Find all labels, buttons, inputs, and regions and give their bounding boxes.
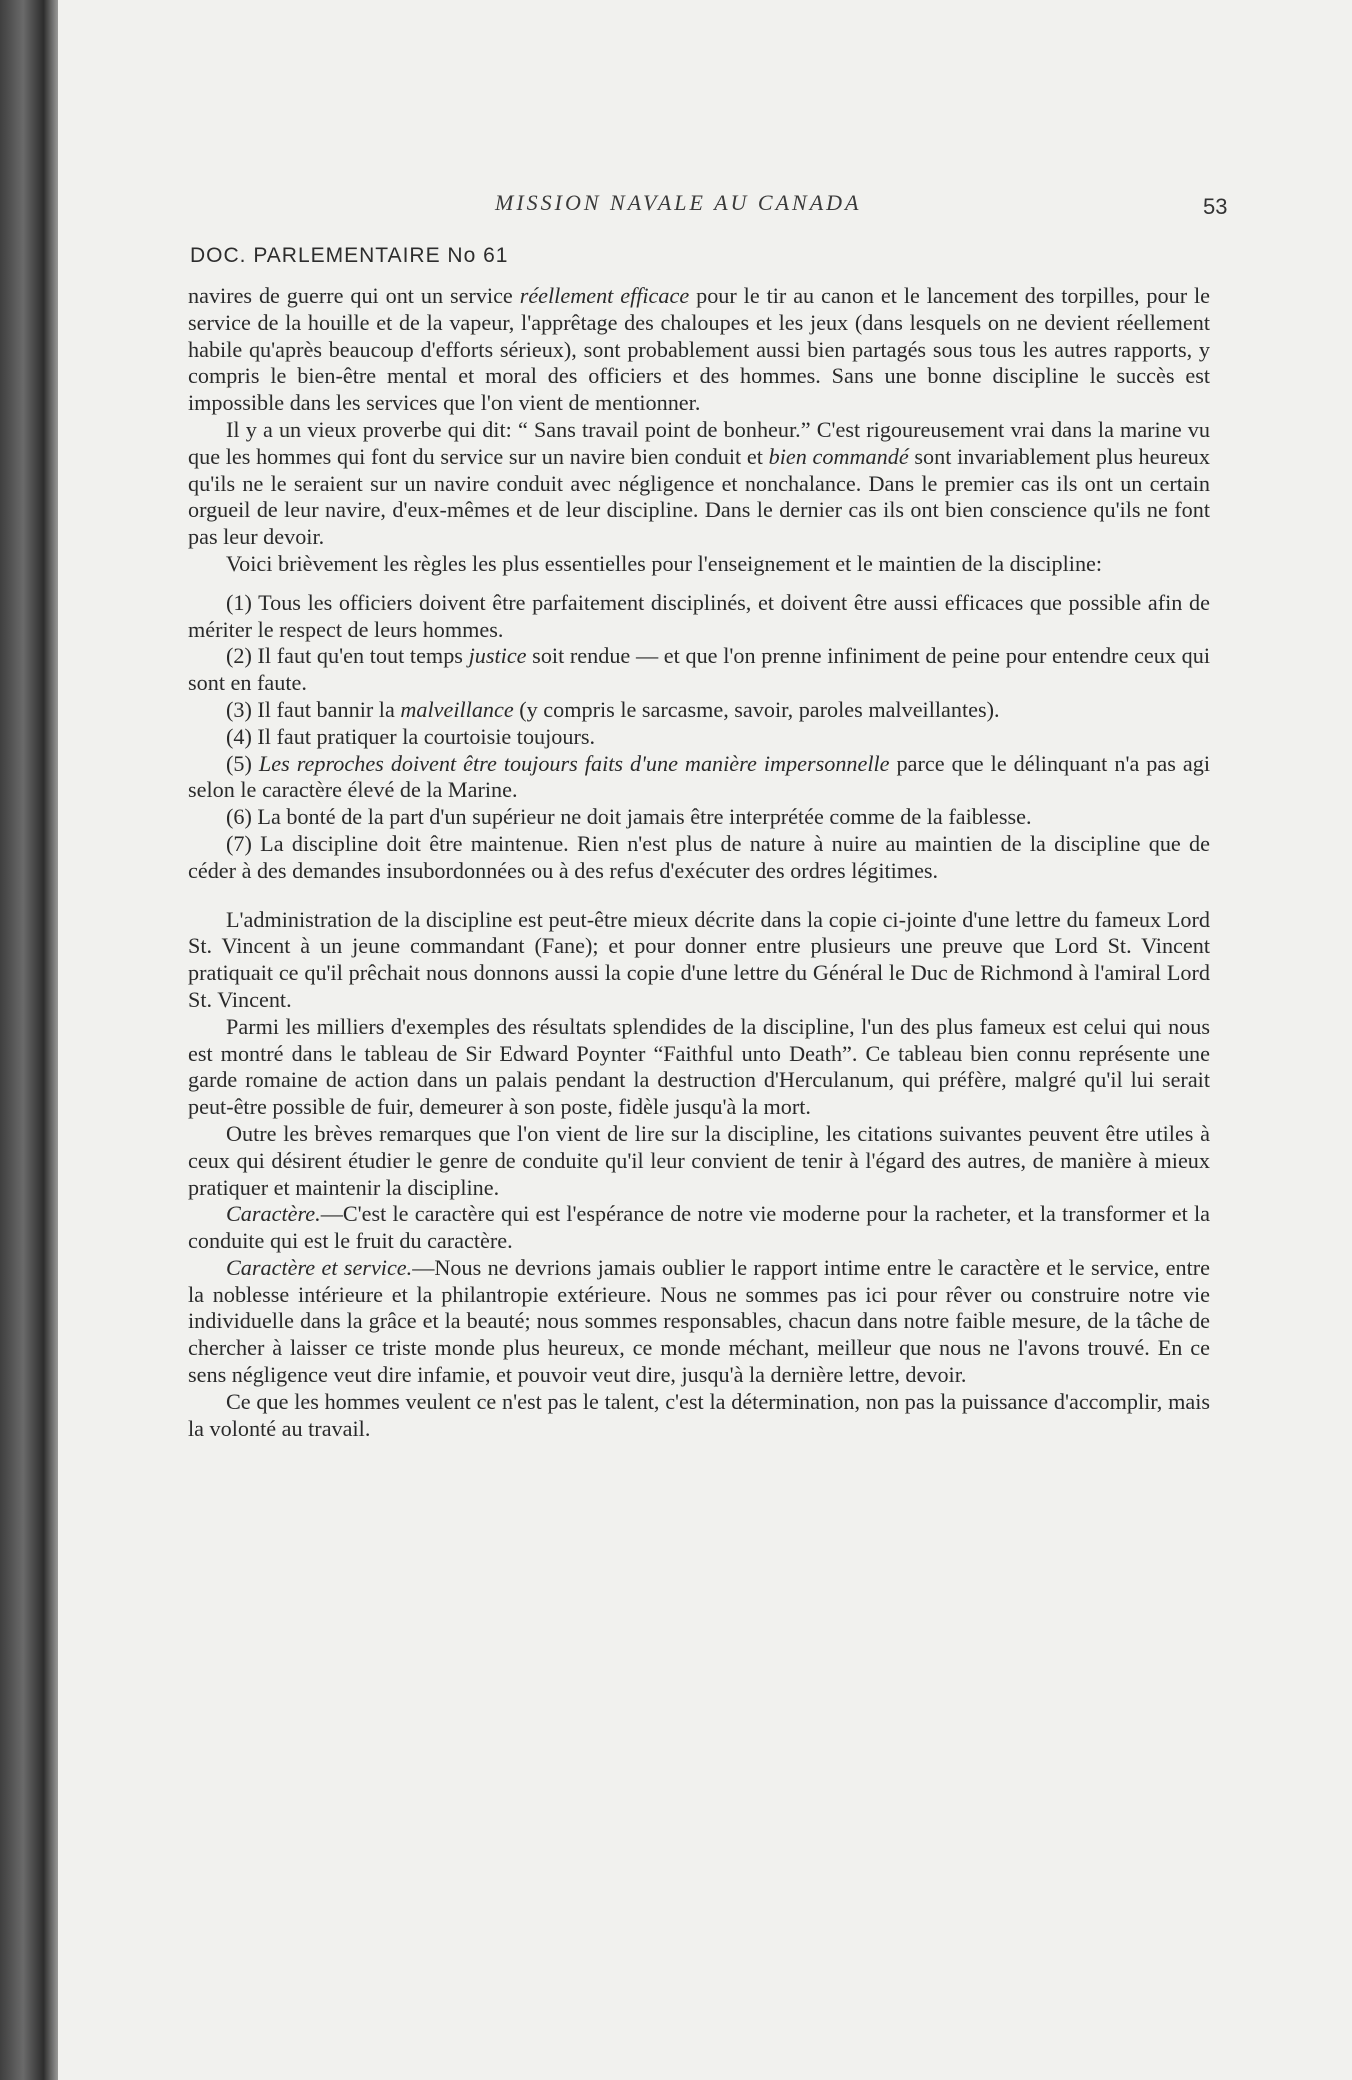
list-item: (7) La discipline doit être maintenue. Rien n'est plus de nature à nuire au maintien de la discipline que de céder à des demandes insubordonnées ou à des refus d'exécuter des ordres légitimes. (188, 830, 1210, 883)
list-item: (3) Il faut bannir la malveillance (y compris le sarcasme, savoir, paroles malveillantes). (226, 696, 1000, 722)
running-head: MISSION NAVALE AU CANADA (495, 190, 862, 215)
list-item: (5) Les reproches doivent être toujours faits d'une manière impersonnelle parce que le délinquant n'a pas agi selon le caractère élevé de la Marine. (188, 750, 1210, 803)
book-spine (0, 0, 58, 2080)
paragraph: Il y a un vieux proverbe qui dit: “ Sans travail point de bonheur.” C'est rigoureusement vrai dans la marine vu que les hommes qui font du service sur un navire bien conduit et bien commandé sont invariablement plus heureux qu'ils ne le seraient sur un navire conduit avec négligence et nonchalance. Dans le premier cas ils ont un certain orgueil de leur navire, d'eux-mêmes et de leur discipline. Dans le dernier cas ils ont bien conscience qu'ils ne font pas leur devoir. (188, 416, 1210, 550)
discipline-rules-list (188, 590, 1210, 885)
document-reference: DOC. PARLEMENTAIRE No 61 (190, 244, 509, 267)
list-item: (6) La bonté de la part d'un supérieur ne doit jamais être interprétée comme de la faiblesse. (226, 804, 1032, 830)
page-number: 53 (1203, 194, 1228, 219)
paragraph: Caractère et service.—Nous ne devrions jamais oublier le rapport intime entre le caractère et le service, entre la noblesse intérieure et la philantropie extérieure. Nous ne sommes pas ici pour rêver ou construire notre vie individuelle dans la grâce et la beauté; nous sommes responsables, chacun dans notre faible mesure, de la tâche de chercher à laisser ce triste monde plus heureux, ce monde méchant, meilleur que nous ne l'avons trouvé. En ce sens négligence veut dire infamie, et pouvoir veut dire, jusqu'à la dernière lettre, devoir. (188, 1254, 1210, 1388)
list-item: (2) Il faut qu'en tout temps justice soit rendue — et que l'on prenne infiniment de peine pour entendre ceux qui sont en faute. (188, 643, 1210, 696)
list-item: (1) Tous les officiers doivent être parfaitement disciplinés, et doivent être aussi efficaces que possible afin de mériter le respect de leurs hommes. (188, 589, 1210, 642)
list-item: (4) Il faut pratiquer la courtoisie toujours. (226, 723, 596, 749)
paragraph: Ce que les hommes veulent ce n'est pas le talent, c'est la détermination, non pas la puissance d'accomplir, mais la volonté au travail. (188, 1388, 1210, 1441)
paragraph: Voici brièvement les règles les plus essentielles pour l'enseignement et le maintien de la discipline: (226, 550, 1103, 576)
paragraph: Parmi les milliers d'exemples des résultats splendides de la discipline, l'un des plus fameux est celui qui nous est montré dans le tableau de Sir Edward Poynter “Faithful unto Death”. Ce tableau bien connu représente une garde romaine de action dans un palais pendant la destruction d'Herculanum, qui préfère, malgré qu'il lui serait peut-être possible de fuir, demeurer à son poste, fidèle jusqu'à la mort. (188, 1013, 1210, 1120)
paragraph: Outre les brèves remarques que l'on vient de lire sur la discipline, les citations suivantes peuvent être utiles à ceux qui désirent étudier le genre de conduite qu'il leur convient de tenir à l'égard des autres, de manière à mieux pratiquer et maintenir la discipline. (188, 1120, 1210, 1200)
paragraph: Caractère.—C'est le caractère qui est l'espérance de notre vie moderne pour la racheter, et la transformer et la conduite qui est le fruit du caractère. (188, 1201, 1210, 1254)
paragraph: L'administration de la discipline est peut-être mieux décrite dans la copie ci-jointe d'une lettre du fameux Lord St. Vincent à un jeune commandant (Fane); et pour donner entre plusieurs une preuve que Lord St. Vincent pratiquait ce qu'il prêchait nous donnons aussi la copie d'une lettre du Général le Duc de Richmond à l'amiral Lord St. Vincent. (188, 906, 1210, 1012)
section-gap (188, 885, 1210, 907)
paragraph: navires de guerre qui ont un service réellement efficace pour le tir au canon et le lancement des torpilles, pour le service de la houille et de la vapeur, l'apprêtage des chaloupes et les jeux (dans lesquels on ne devient réellement habile qu'après beaucoup d'efforts sérieux), sont probablement aussi bien partagés sous tous les autres rapports, y compris le bien-être mental et moral des officiers et des hommes. Sans une bonne discipline le succès est impossible dans les services que l'on vient de mentionner. (188, 283, 1211, 416)
body-text (188, 283, 1210, 1442)
